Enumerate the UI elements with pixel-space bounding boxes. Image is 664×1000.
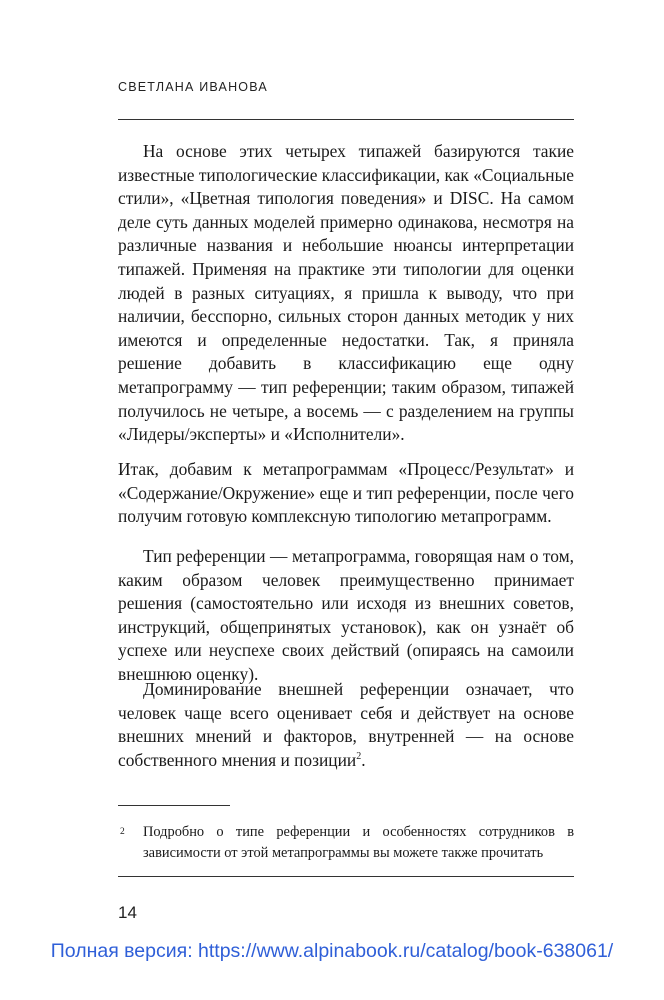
footnote-divider xyxy=(118,805,230,806)
footer-divider xyxy=(118,876,574,877)
paragraph-4: Доминирование внешней референции означает, что человек чаще всего оценивает себя и действует на основе внешних мнений и факторов, внутренней — на основе собственного мнения и позиции$^2$. xyxy=(118,679,574,770)
running-header-author: СВЕТЛАНА ИВАНОВА xyxy=(118,80,268,94)
paragraph-1: На основе этих четырех типажей базируются такие известные типологические классификации, как «Социальные стили», «Цветная типология поведения» и DISC. На самом деле суть данных моделей примерно одинакова, несмотря на различные названия и небольшие нюансы интерпретации типажей. Применяя на практике эти типологии для оценки людей в разных ситуациях, я пришла к выводу, что при наличии, бесспорно, сильных сторон данных методик у них имеются и определенные недостатки. Так, я приняла решение добавить в классификацию еще одну метапрограмму — тип референции; таким образом, типажей получилось не четыре, а восемь — с разделением на группы «Лидеры/эксперты» и «Исполнители». xyxy=(118,141,574,445)
paragraph-3: Тип референции — метапрограмма, говорящая нам о том, каким образом человек преимущественно принимает решения (самостоятельно или исходя из внешних советов, инструкций, общепринятых установок), как он узнаёт об успехе или неуспехе своих действий (опираясь на самоили внешнюю оценку). xyxy=(118,546,574,684)
footnote-text: Подробно о типе референции и особенностях сотрудников в зависимости от этой метапрограммы вы можете также прочитать xyxy=(143,824,574,861)
header-divider xyxy=(118,119,574,120)
full-version-link[interactable]: Полная версия: https://www.alpinabook.ru/catalog/book-638061/ xyxy=(50,940,614,962)
page-number: 14 xyxy=(118,903,137,922)
paragraph-4-text: Доминирование внешней референции означает, что человек чаще всего оценивает себя и действует на основе внешних мнений и факторов, внутренней — на основе собственного мнения и позиции xyxy=(118,679,574,770)
footnote-reference[interactable]: 2 xyxy=(356,750,362,762)
paragraph-2: Итак, добавим к метапрограммам «Процесс/Результат» и «Содержание/Окружение» еще и тип референции, после чего получим готовую комплексную типологию метапрограмм. xyxy=(118,459,574,527)
footnote-number: 2 xyxy=(120,827,125,837)
footnote xyxy=(118,822,574,863)
